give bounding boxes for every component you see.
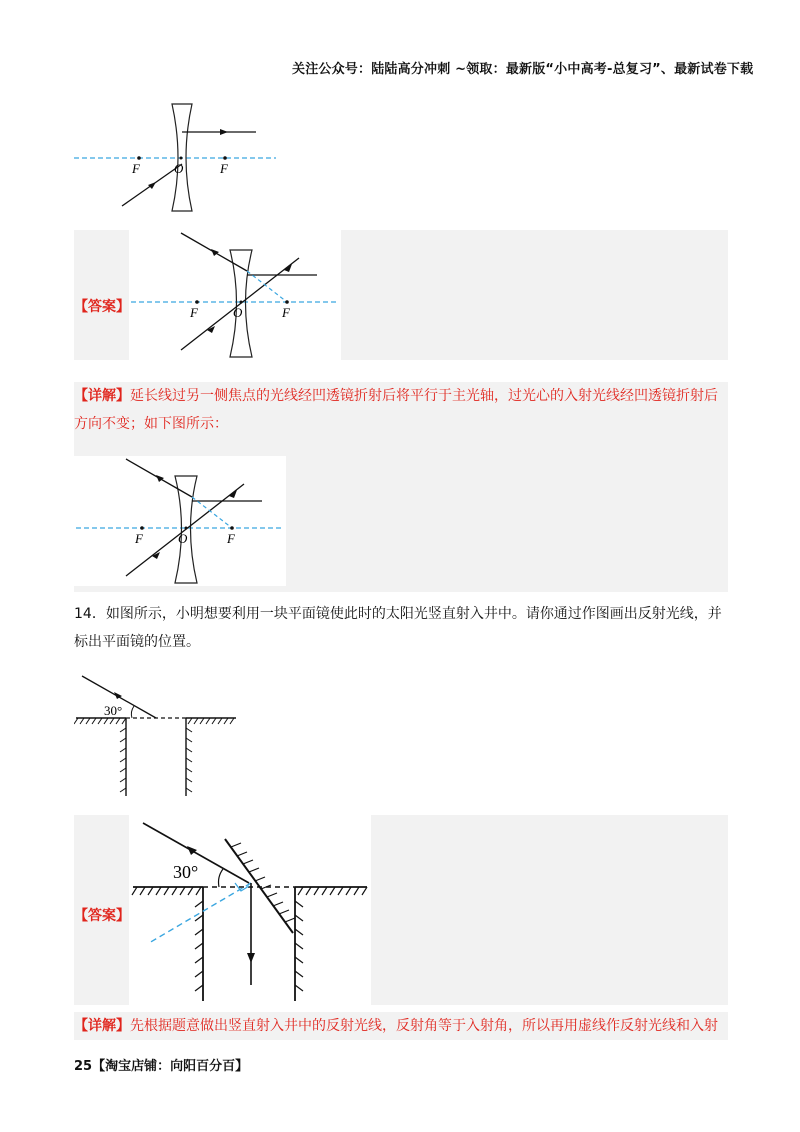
focal-point	[230, 526, 234, 530]
label-f-left: F	[190, 305, 198, 320]
ray-arrow	[156, 475, 164, 482]
question-14-line-2: 标出平面镜的位置。	[74, 634, 200, 650]
answer-tag-2: 【答案】	[74, 908, 130, 924]
label-o: O	[174, 161, 184, 176]
label-f-right: F	[227, 531, 235, 546]
optical-center	[240, 301, 243, 304]
ray-arrow	[148, 182, 156, 189]
label-f-right: F	[282, 305, 290, 320]
question-14	[74, 600, 734, 656]
ray-through-center	[126, 484, 244, 576]
detail-line-2: 方向不变；如下图所示：	[74, 416, 228, 432]
focal-point	[137, 156, 141, 160]
detail-line-1: 延长线过另一侧焦点的光线经凹透镜折射后将平行于主光轴，过光心的入射光线经凹透镜折射后	[130, 388, 718, 404]
optical-center	[180, 157, 183, 160]
label-f-left: F	[135, 531, 143, 546]
plane-mirror	[225, 839, 293, 933]
well-figure	[74, 668, 244, 798]
label-o: O	[233, 305, 243, 320]
detail-tag-2: 【详解】	[74, 1018, 130, 1034]
detail-text-1	[74, 382, 734, 438]
angle-label: 30°	[104, 703, 123, 718]
angle-label: 30°	[173, 862, 199, 882]
normal-line	[149, 883, 251, 943]
concave-lens-figure	[70, 100, 280, 215]
detail-text-2	[74, 1012, 734, 1040]
footer-store: 【淘宝店铺：向阳百分百】	[92, 1059, 249, 1074]
header-note: 关注公众号：陆陆高分冲刺 ~领取：最新版“小中高考-总复习”、最新试卷下载	[292, 62, 754, 77]
answer-lens-diagram	[129, 230, 341, 360]
angle-arc	[219, 869, 224, 887]
ray-arrow	[187, 846, 197, 855]
label-f-left: F	[132, 161, 140, 176]
focal-point	[195, 300, 199, 304]
mirror-hatch	[231, 843, 295, 922]
detail-text-2-body: 先根据题意做出竖直射入井中的反射光线，反射角等于入射角，所以再用虚线作反射光线和入射	[130, 1018, 718, 1034]
question-14-line-1: 14．如图所示，小明想要利用一块平面镜使此时的太阳光竖直射入井中。请你通过作图画出反射光线，并	[74, 606, 722, 622]
angle-arc	[131, 706, 134, 718]
detail-lens-diagram	[74, 456, 286, 586]
ray-arrow	[211, 249, 219, 256]
ray-arrow	[220, 129, 228, 135]
optical-center	[185, 527, 188, 530]
label-f-right: F	[220, 161, 228, 176]
focal-point	[223, 156, 227, 160]
footer	[74, 1055, 248, 1074]
ray-through-center	[181, 258, 299, 350]
label-o: O	[178, 531, 188, 546]
ray-arrow	[247, 953, 255, 963]
answer-well-diagram	[129, 815, 371, 1005]
answer-tag-1: 【答案】	[74, 299, 130, 315]
page-number: 25	[74, 1059, 93, 1074]
detail-tag-1: 【详解】	[74, 388, 130, 404]
ground-hatch	[74, 718, 126, 724]
focal-point	[140, 526, 144, 530]
focal-point	[285, 300, 289, 304]
